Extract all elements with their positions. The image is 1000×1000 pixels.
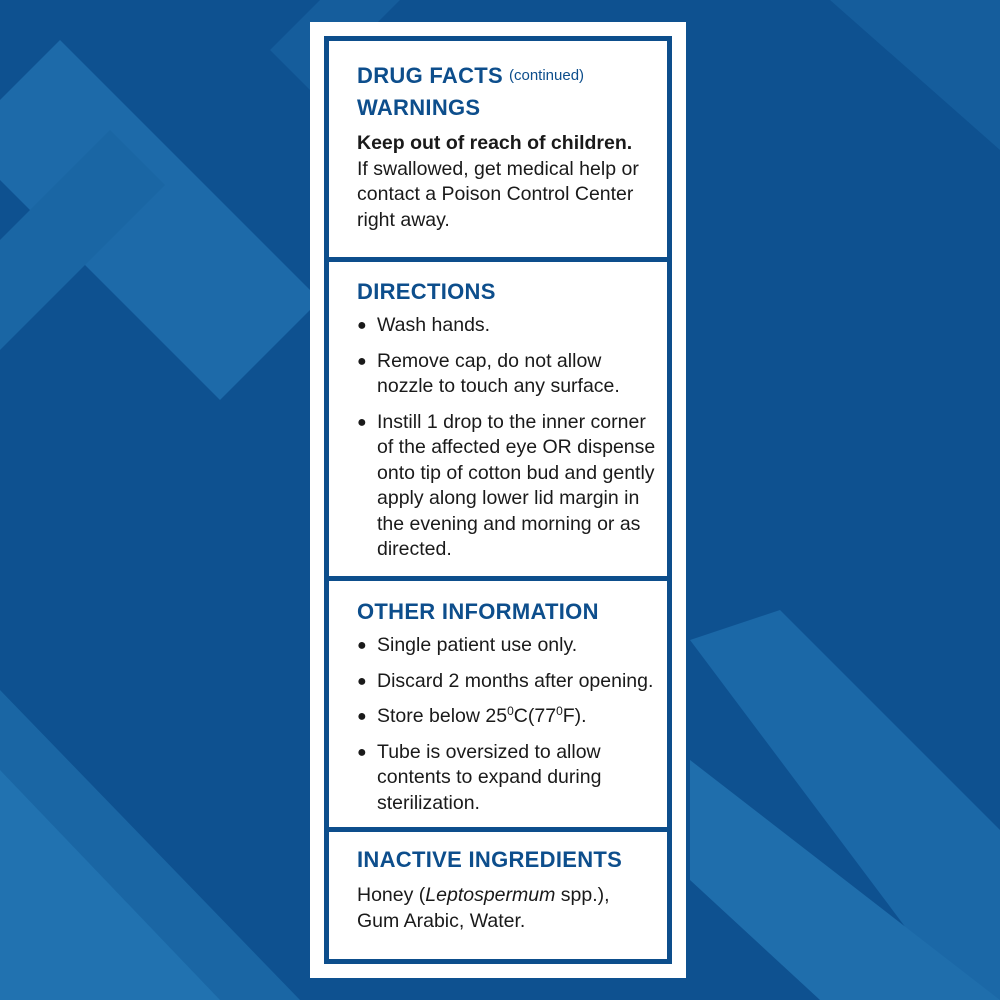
bullet-icon: ● [357, 708, 367, 725]
section-divider [329, 257, 667, 262]
warnings-section [329, 63, 667, 233]
list-item: ● Tube is oversized to allow contents to expand during sterilization. [357, 740, 602, 814]
section-divider [329, 576, 667, 581]
list-item: ● Instill 1 drop to the inner corner of the affected eye OR dispense onto tip of cotton bud and gently apply along lower lid margin in the evening and morning or as directed. [357, 410, 656, 560]
bullet-icon: ● [357, 743, 367, 761]
directions-heading: DIRECTIONS [357, 279, 496, 304]
drug-facts-panel [310, 22, 686, 978]
list-item-storage: ● Store below $25^0C(77^0F)$. [357, 704, 657, 730]
drug-facts-frame [324, 36, 672, 964]
warnings-line: contact a Poison Control Center [357, 183, 634, 205]
other-information-heading: OTHER INFORMATION [357, 599, 599, 624]
list-item: ● Discard 2 months after opening. [357, 669, 657, 695]
other-information-section [329, 599, 667, 826]
warnings-heading: WARNINGS [357, 95, 481, 120]
continued-label: (continued) [509, 67, 585, 84]
bullet-icon: ● [357, 352, 367, 370]
bullet-icon: ● [357, 317, 367, 334]
section-divider [329, 827, 667, 832]
warnings-body [357, 131, 657, 233]
directions-list [357, 313, 657, 563]
inactive-ingredients-body: Honey (Leptospermum spp.), Gum Arabic, Water. [357, 884, 610, 932]
directions-section [329, 279, 667, 573]
inactive-ingredients-heading: INACTIVE INGREDIENTS [357, 847, 623, 872]
list-item: ● Wash hands. [357, 313, 657, 339]
warnings-line: If swallowed, get medical help or [357, 157, 639, 180]
list-item: ● Single patient use only. [357, 633, 657, 659]
warnings-bold-line: Keep out of reach of children. [357, 132, 633, 154]
list-item: ● Remove cap, do not allow nozzle to touch any surface. [357, 349, 620, 397]
species-name: Leptospermum [425, 884, 556, 906]
bullet-icon: ● [357, 413, 367, 431]
inactive-ingredients-section [329, 847, 667, 934]
drug-facts-title-text: DRUG FACTS [357, 63, 503, 88]
drug-facts-title [357, 63, 657, 89]
bullet-icon: ● [357, 672, 367, 690]
bullet-icon: ● [357, 637, 367, 654]
warnings-line: right away. [357, 208, 450, 231]
other-information-list [357, 633, 657, 816]
